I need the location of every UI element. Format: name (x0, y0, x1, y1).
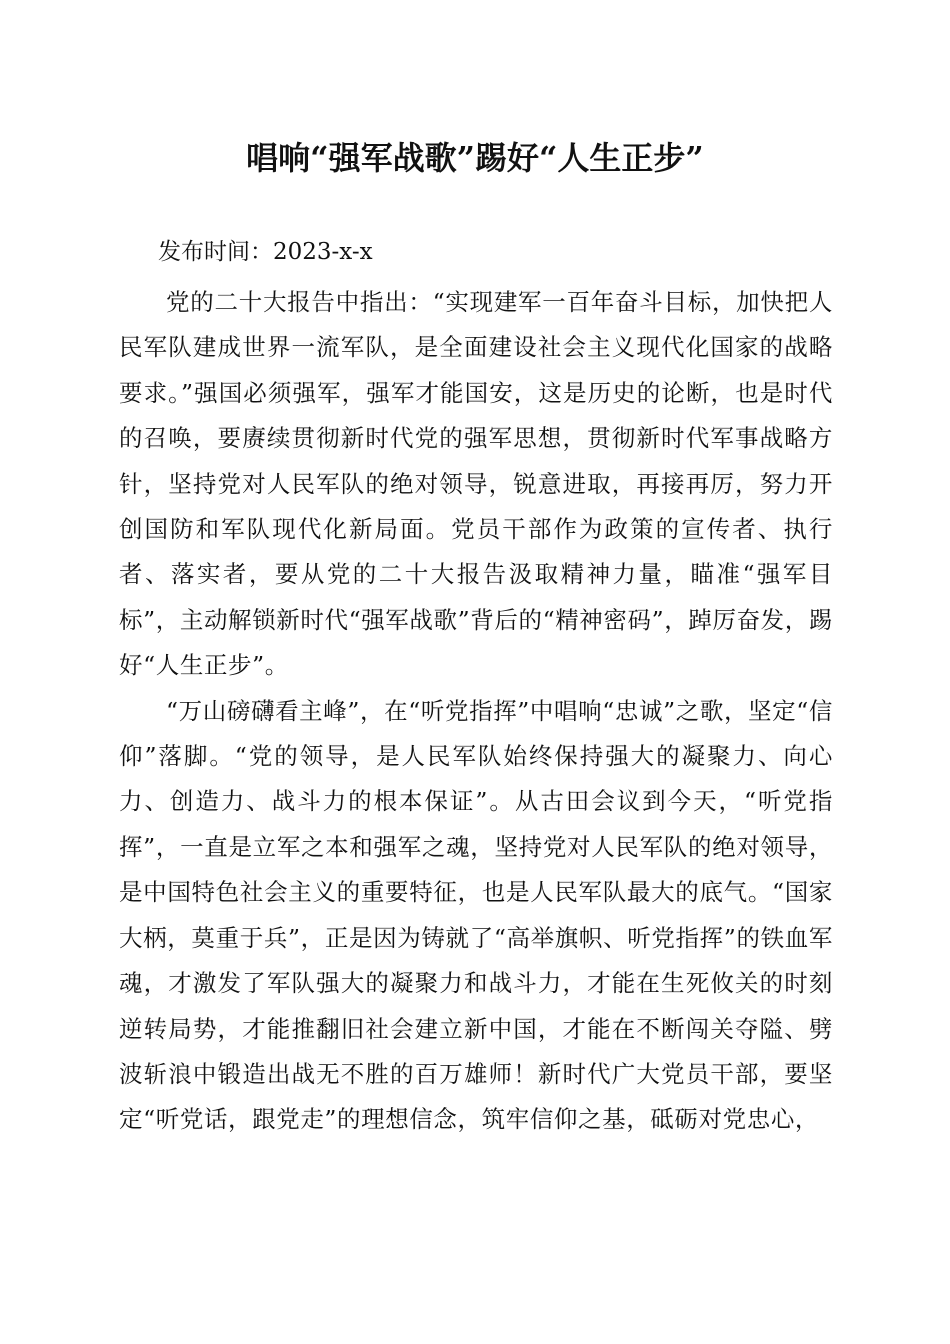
publish-date: 2023-x-x (273, 239, 373, 265)
publish-label: 发布时间： (158, 239, 273, 265)
publish-info (158, 234, 373, 270)
paragraph-1: 党的二十大报告中指出：“实现建军一百年奋斗目标，加快把人民军队建成世界一流军队，是全面建设社会主义现代化国家的战略要求。”强国必须强军，强军才能国安，这是历史的论断，也是时代的召唤，要赓续贯彻新时代党的强军思想，贯彻新时代军事战略方针，坚持党对人民军队的绝对领导，锐意进取，再接再厉，努力开创国防和军队现代化新局面。党员干部作为政策的宣传者、执行者、落实者，要从党的二十大报告汲取精神力量，瞄准“强军目标”，主动解锁新时代“强军战歌”背后的“精神密码”，踔厉奋发，踢好“人生正步”。 (119, 288, 833, 680)
paragraph-2: “万山磅礴看主峰”，在“听党指挥”中唱响“忠诚”之歌，坚定“信仰”落脚。“党的领导，是人民军队始终保持强大的凝聚力、向心力、创造力、战斗力的根本保证”。从古田会议到今天，“听党指挥”，一直是立军之本和强军之魂，坚持党对人民军队的绝对领导，是中国特色社会主义的重要特征，也是人民军队最大的底气。“国家大柄，莫重于兵”，正是因为铸就了“高举旗帜、听党指挥”的铁血军魂，才激发了军队强大的凝聚力和战斗力，才能在生死攸关的时刻逆转局势，才能推翻旧社会建立新中国，才能在不断闯关夺隘、劈波斩浪中锻造出战无不胜的百万雄师！新时代广大党员干部，要坚定“听党话，跟党走”的理想信念，筑牢信仰之基，砥砺对党忠心， (119, 696, 833, 1134)
document-title: 唱响“强军战歌”踢好“人生正步” (246, 139, 704, 177)
article-body (119, 280, 833, 1143)
